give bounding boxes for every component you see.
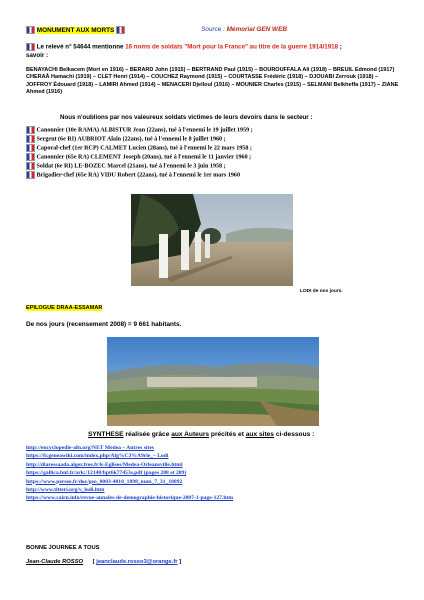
list-item: Canonnier (10e RAMA) ALBISTUR Jean (22ans), tué à l'ennemi le 19 juillet 1959 ; [26, 126, 396, 135]
french-flag-icon [26, 153, 35, 161]
source-line [201, 26, 287, 33]
list-item: Soldat (6e RI) LE-BOZEC Marcel (21ans), tué à l'ennemi le 3 juin 1958 ; [26, 162, 396, 171]
link-persee[interactable]: https://www.persee.fr/doc/geo_0003-4010_1898_num_7_31_18092 [26, 478, 183, 485]
french-flag-icon [26, 126, 35, 134]
list-item: Sergent (6e RI) AUBRIOT Alain (22ans), tué à l'ennemi le 8 juillet 1960 ; [26, 135, 396, 144]
victims-heading: Nous n'oublions par nos valeureux soldats victimes de leurs devoirs dans le secteur : [60, 114, 313, 121]
list-item: Canonnier (65e RA) CLEMENT Joseph (20ans), tué à l'ennemi le 11 janvier 1960 ; [26, 153, 396, 162]
intro-suffix: ; [338, 43, 342, 51]
link-titteri[interactable]: http://www.titteri.org/v_lodi.htm [26, 487, 105, 494]
list-item: Caporal-chef (1er RCP) CALMET Lucien (28ans), tué à l'ennemi le 22 mars 1958 ; [26, 144, 396, 153]
link-cairn[interactable]: https://www.cairn.info/revue-annales-de-demographie-historique-2007-1-page-127.htm [26, 495, 234, 502]
author-name: Jean-Claude ROSSO [26, 559, 84, 565]
author-email-link[interactable]: jeanclaude.rosso3@orange.fr [96, 559, 178, 565]
source-name: Mémorial GEN WEB [226, 26, 287, 33]
synthese-heading: SYNTHESE réalisée grâce aux Auteurs précités et aux sites ci-dessous : [88, 431, 315, 438]
source-prefix: Source : [201, 26, 227, 33]
intro-prefix: Le relevé n° 54644 mentionne [36, 43, 126, 51]
link-gallica[interactable]: https://gallica.bnf.fr/ark:/12148/bpt6k77453s.pdf (pages 208 et 209) [26, 470, 187, 477]
greeting: BONNE JOURNEE A TOUS [26, 545, 100, 551]
population-text: De nos jours (recensement 2008) = 9 661 habitants. [26, 321, 182, 328]
french-flag-icon [26, 171, 35, 179]
list-item: Brigadier-chef (65e RA) VIDU Robert (22ans), tué à l'ennemi le 1er mars 1960 [26, 171, 396, 180]
link-geneawiki[interactable]: https://fr.geneawiki.com/index.php/Alg%C3%A9rie_– Lodi [26, 453, 169, 460]
panorama-photo [107, 337, 319, 426]
victims-list [26, 126, 396, 180]
signature: Jean-Claude ROSSO [ jeanclaude.rosso3@orange.fr ] [26, 559, 182, 565]
soldier-names: BENAYACHI Belkacem (Mort en 1916) – BERARD John (1915) – BERTRAND Paul (1915) – BOUROUFFALA Ali (1918) – BREUIL Edmond (1917) CHERAÂ Hamachi (1919) – CLET Henri (1914) – COUCHEZ Raymond (1915) – COURTASSE Frédéric (1918) – DJOUABI Zerrouk (1918) – JOFFROY Édouard (1918) – LAMIRI Ahmed (1914) – MENACERI Djelloul (1916) – MOUNIER Charles (1915) – SELMANI Belkheffa (1917) – ZIANE Ahmed (1916) [26, 67, 399, 95]
intro-paragraph [26, 43, 404, 60]
french-flag-icon [116, 26, 125, 34]
french-flag-icon [26, 26, 35, 34]
intro-count: 16 noms de soldats "Mort pour la France" au titre de la guerre 1914/1918 [125, 43, 339, 51]
link-encyclopedie-afn[interactable]: http://encyclopedie-afn.org/NET Medea – Antres sites [26, 445, 154, 451]
lodi-photo-caption: LODI de nos jours. [300, 289, 343, 294]
french-flag-icon [26, 144, 35, 152]
epilogue-title: EPILOGUE DRAA-ESSAMAR [26, 305, 103, 311]
source-links [26, 444, 406, 503]
synthese-word: SYNTHESE [88, 431, 124, 438]
french-flag-icon [26, 43, 35, 51]
intro-savoir: savoir : [26, 51, 49, 59]
lodi-photo [131, 194, 293, 286]
header [26, 26, 406, 36]
link-diaressaada[interactable]: http://diaressaada.alger.free.fr/k-Eglises/Medea-Orleansville.html [26, 461, 183, 468]
french-flag-icon [26, 162, 35, 170]
page-title: MONUMENT AUX MORTS [36, 26, 115, 34]
french-flag-icon [26, 135, 35, 143]
